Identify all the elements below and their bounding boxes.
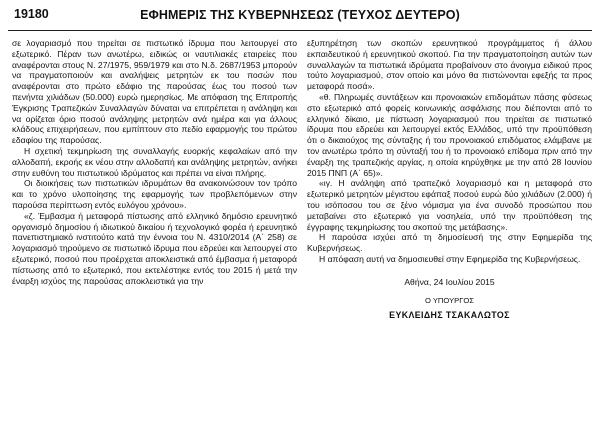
left-column <box>12 38 297 439</box>
journal-title: ΕΦΗΜΕΡΙΣ ΤΗΣ ΚΥΒΕΡΝΗΣΕΩΣ (ΤΕΥΧΟΣ ΔΕΥΤΕΡΟ) <box>140 8 460 22</box>
right-column <box>307 38 592 439</box>
paragraph: Οι διοικήσεις των πιστωτικών ιδρυμάτων θα ανακοινώσουν τον τρόπο και το χρόνο υλοποίησης της εφαρμογής των προβλεπόμενων στην παρούσα περίπτωση εντός ευλόγου χρόνου». <box>12 178 297 210</box>
paragraph: Η απόφαση αυτή να δημοσιευθεί στην Εφημερίδα της Κυβερνήσεως. <box>319 253 581 264</box>
paragraph: «ιγ. Η ανάληψη από τραπεζικό λογαριασμό και η μεταφορά στο εξωτερικό μετρητών μέγιστου εφάπαξ ποσού ευρώ δύο χιλιάδων (2.000) ή του ισόποσου του σε ξένο νόμισμα για ένα συνοδό προσώπου που μεταβαίνει στο εξωτερικό για νοσηλεία, υπό την προϋπόθεση της έγγραφης τεκμηρίωσης του σκοπού της μετάβασης». <box>307 178 592 232</box>
paragraph: Η σχετική τεκμηρίωση της συναλλαγής ευορκής κεφαλαίων από την αλλοδαπή, εκροής εκ νέου στην αλλοδαπή και ανάληψης μετρητών, ανήκει στην ευθύνη του πιστωτικού ιδρύματος και πρέπει να είναι πλήρης. <box>12 145 297 178</box>
paragraph: «θ. Πληρωμές συντάξεων και προνοιακών επιδομάτων πάσης φύσεως στο εξωτερικό από φορείς κοινωνικής ασφάλισης που διέπονται από το ελληνικό δίκαιο, με πίστωση λογαριασμού που τηρείται σε πιστωτικό ίδρυμα που εδρεύει και λειτουργεί εκτός Ελλάδος, υπό την προϋπόθεση ότι ο δικαιούχος της σύνταξης ή του προνοιακού επιδόματος ελάμβανε με τον ανωτέρω τρόπο τη σύνταξή του ή το προνοιακό επίδομα πριν από την έναρξη της τραπεζικής αργίας, η οποία κηρύχθηκε με την από 28 Ιουνίου 2015 ΠΝΠ (Α΄ 65)». <box>307 91 592 178</box>
place-date: Αθήνα, 24 Ιουλίου 2015 <box>404 276 495 287</box>
paragraph: εξυπηρέτηση των σκοπών ερευνητικού προγράμματος ή άλλου εκπαιδευτικού ή ερευνητικού σκοπού. Για την πραγματοποίηση αυτών των συναλλαγών τα πιστωτικά ιδρύματα προβαίνουν στο άνοιγμα ειδικού προς τούτο λογαριασμού, στον οποίο και μόνο θα πιστώνονται εφεξής τα προς μεταφορά ποσά». <box>307 38 592 92</box>
paragraph: Η παρούσα ισχύει από τη δημοσίευσή της στην Εφημερίδα της Κυβερνήσεως. <box>307 232 592 254</box>
page-header <box>8 0 592 31</box>
page-number: 19180 <box>14 7 49 21</box>
paragraph: «ζ. Έμβασμα ή μεταφορά πίστωσης από ελληνικό δημόσιο ερευνητικό οργανισμό δημοσίου ή ιδιωτικού δικαίου ή τεχνολογικό φορέα ή ερευνητικό πανεπιστημιακό ινστιτούτο κατά την έννοια του Ν. 4310/2014 (Α΄ 258) σε λογαριασμό τηρούμενο σε πιστωτικό ίδρυμα που εδρεύει και λειτουργεί στο εξωτερικό, ποσού που προέρχεται αποκλειστικά από έμβασμα ή μεταφορά πίστωσης από το εξωτερικό, που εκτελέστηκε εντός του 2015 ή μετά την έναρξη ισχύος της παρούσας αποκλειστικά για την <box>12 210 297 286</box>
text-columns <box>12 38 592 439</box>
signatory-title: Ο ΥΠΟΥΡΓΟΣ <box>424 295 474 305</box>
paragraph: σε λογαριασμό που τηρείται σε πιστωτικό ίδρυμα που λειτουργεί στο εξωτερικό. Πέραν των ανωτέρω, ειδικώς οι ναυτιλιακές εταιρείες που αναφέρονται στους Ν. 27/1975, 959/1979 και στο Ν.δ. 2687/1953 μπορούν να πραγματοποιούν και αναλήψεις μετρητών εκ του ποσών που αναφέρονται στο πρώτο εδάφιο της παρούσας έως του ποσού των πενήντα χιλιάδων (50.000) ευρώ ημερησίως. Με απόφαση της Επιτροπής Έγκρισης Τραπεζικών Συναλλαγών δύναται να επιτρέπεται η ανάληψη και να ορίζεται όριο ποσού ανάληψης μετρητών ανά ημέρα και για άλλους κλάδους επιχειρήσεων, που εμπίπτουν στο πεδίο εφαρμογής του πρώτου εδαφίου της παρούσας. <box>12 38 297 146</box>
minister-name: ΕΥΚΛΕΙΔΗΣ ΤΣΑΚΑΛΩΤΟΣ <box>389 310 510 321</box>
